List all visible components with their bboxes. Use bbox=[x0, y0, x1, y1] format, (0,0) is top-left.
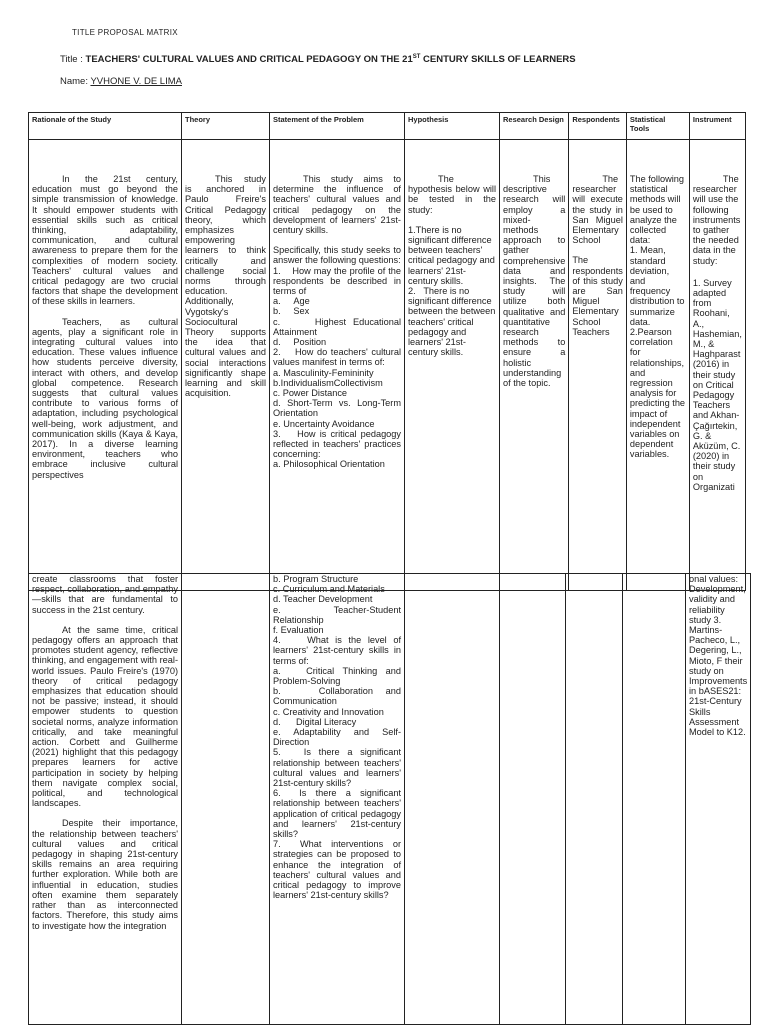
sop-line: 6. Is there a significant relationship between teachers' application of critical pedagogy and learners' 21st-century skills? bbox=[273, 788, 401, 840]
sop-line: d. Teacher Development bbox=[273, 594, 373, 605]
instrument-text: The researcher will use the following instruments to gather the needed data in the study: bbox=[692, 174, 741, 266]
theory-cell bbox=[182, 140, 270, 591]
theory-cell bbox=[182, 574, 270, 1025]
sop-line: Specifically, this study seeks to answer the following questions: bbox=[273, 245, 401, 266]
respondents-cell bbox=[569, 140, 627, 591]
rationale-paragraph: In the 21st century, education must go beyond the simple transmission of knowledge. It should empower students with essential skills such as critical thinking, adaptability, communication, and cultural awareness to prepare them for the complexities of modern society. Teachers' cultural values and critical pedagogy are two crucial factors that shape the development of these skills in learners. bbox=[32, 174, 178, 307]
hypothesis-cell bbox=[405, 140, 500, 591]
statistical-text: 1. Mean, standard deviation, and frequency distribution to summarize data. bbox=[629, 245, 685, 327]
header-hypothesis: Hypothesis bbox=[405, 113, 500, 140]
instrument-text: 1. Survey adapted from Roohani, A., Hashemian, M., & Haghparast (2016) in their study on Critical Pedagogy Teachers and Akhan-Çağırtekin, G. & Aküzüm, C. (2020) in their study on Organizati bbox=[692, 277, 742, 492]
sop-line: e. Teacher-Student Relationship bbox=[273, 604, 401, 625]
sop-intro: This study aims to determine the influence of teachers' cultural values and critical pedagogy on the development of learners' 21st-century skills. bbox=[273, 174, 401, 236]
sop-line: c. Curriculum and Materials bbox=[273, 584, 385, 595]
instrument-cell bbox=[686, 574, 751, 1025]
header-instrument: Instrument bbox=[689, 113, 745, 140]
sop-line: f. Evaluation bbox=[273, 625, 324, 636]
sop-line: a. Critical Thinking and Problem-Solving bbox=[273, 665, 401, 687]
rationale-paragraph: At the same time, critical pedagogy offers an approach that promotes student agency, reflective thinking, and engagement with real-world issues. Paulo Freire's (1970) theory of critical pedagogy emphasizes that education should not be passive; instead, it should empower students to question societal norms, analyze information critically, and take meaningful action. Corbett and Guilherme (2021) highlight that this pedagogy prepares learners for active participation in society by helping them navigate complex social, political, and technological landscapes. bbox=[32, 624, 178, 809]
sop-line: b. Sex bbox=[273, 306, 310, 317]
title-text-part2: CENTURY SKILLS OF LEARNERS bbox=[420, 54, 576, 65]
sop-line: c. Creativity and Innovation bbox=[273, 706, 384, 717]
sop-cell bbox=[270, 140, 405, 591]
respondents-text: The researcher will execute the study in San Miguel Elementary School bbox=[572, 174, 623, 246]
sop-line: b. Collaboration and Communication bbox=[273, 686, 401, 707]
sop-line: d. Position bbox=[273, 337, 327, 348]
proposal-matrix-table-page2 bbox=[28, 573, 751, 1025]
content-row bbox=[29, 574, 751, 1025]
name-value: YVHONE V. DE LIMA bbox=[90, 76, 182, 87]
sop-line: b.IndividualismCollectivism bbox=[273, 377, 383, 388]
header-row bbox=[29, 113, 746, 140]
design-cell bbox=[500, 140, 569, 591]
hypothesis-item: 1.There is no significant difference between teachers' critical pedagogy and learners' 21st-century skills. bbox=[408, 224, 495, 286]
theory-text: This study is anchored in Paulo Freire's Critical Pedagogy theory, which emphasizes empowering learners to think critically and challenge social norms through education. Additionally, Vygotsky's Sociocultural Theory supports the idea that cultural values and social interactions significantly shape learning and skill acquisition. bbox=[185, 174, 266, 399]
sop-cell bbox=[270, 574, 405, 1025]
design-text: This descriptive research will employ a mixed-methods approach to gather comprehensive data and insights. The study will utilize both qualitative and quantitative research methods to ensure a holistic understanding of the topic. bbox=[503, 174, 566, 389]
header-sop: Statement of the Problem bbox=[270, 113, 405, 140]
title-prefix: Title : bbox=[60, 54, 86, 65]
respondents-text: The respondents of this study are San Miguel Elementary School Teachers bbox=[572, 255, 623, 337]
sop-line: e. Uncertainty Avoidance bbox=[273, 418, 375, 429]
matrix-label: TITLE PROPOSAL MATRIX bbox=[72, 28, 178, 37]
rationale-paragraph: Teachers, as cultural agents, play a significant role in integrating cultural values into education. These values influence how students perceive diversity, interact with others, and develop global competence. Research suggests that cultural values contribute to various forms of adaptation, including psychological well-being, work adjustment, and communication skills (Kaya & Kaya, 2017). In a diverse learning environment, teachers who embrace inclusive cultural perspectives bbox=[32, 316, 178, 480]
instrument-text: onal values: Development, validity and reliability study 3. Martins-Pacheco, L., Degering, L., Mioto, F their study on Improvements in bASES21: 21st-Century Skills Assessment Model to K12. bbox=[689, 574, 748, 738]
instrument-cell bbox=[689, 140, 745, 591]
sop-line: c. Power Distance bbox=[273, 388, 348, 399]
sop-line: c. Highest Educational Attainment bbox=[273, 316, 401, 337]
statistical-text: The following statistical methods will be used to analyze the collected data: bbox=[629, 174, 685, 246]
name-line bbox=[60, 76, 182, 87]
hypothesis-intro: The hypothesis below will be tested in the study: bbox=[408, 174, 496, 215]
header-rationale: Rationale of the Study bbox=[29, 113, 182, 140]
statistical-text: 2.Pearson correlation for relationships, and regression analysis for predicting the impact of independent variables on dependent variables. bbox=[629, 327, 686, 460]
statistical-cell bbox=[623, 574, 686, 1025]
sop-line: 3. How is critical pedagogy reflected in teachers' practices concerning: bbox=[273, 428, 401, 460]
proposal-matrix-table-page1 bbox=[28, 112, 746, 591]
name-label: Name: bbox=[60, 76, 91, 87]
sop-line: 5. Is there a significant relationship between teachers' cultural values and learners' 21st-century skills? bbox=[273, 747, 401, 789]
hypothesis-cell bbox=[405, 574, 500, 1025]
header-respondents: Respondents bbox=[569, 113, 627, 140]
title-text-part1: TEACHERS' CULTURAL VALUES AND CRITICAL PEDAGOGY ON THE 21 bbox=[85, 54, 413, 65]
header-design: Research Design bbox=[500, 113, 569, 140]
design-cell bbox=[500, 574, 566, 1025]
rationale-paragraph: create classrooms that foster respect, collaboration, and empathy—skills that are fundamental to success in the 21st century. bbox=[32, 574, 178, 615]
sop-line: d. Digital Literacy bbox=[273, 716, 357, 727]
sop-line: 2. How do teachers' cultural values manifest in terms of: bbox=[273, 347, 401, 368]
header-statistical: Statistical Tools bbox=[626, 113, 689, 140]
sop-line: b. Program Structure bbox=[273, 574, 359, 584]
statistical-cell bbox=[626, 140, 689, 591]
hypothesis-item: 2. There is no significant difference between the between teachers' critical pedagogy and learners' 21st-century skills. bbox=[408, 286, 496, 358]
sop-line: a. Masculinity-Femininity bbox=[273, 367, 374, 378]
rationale-cell bbox=[29, 140, 182, 591]
title-line bbox=[60, 54, 576, 65]
respondents-cell bbox=[566, 574, 623, 1025]
rationale-paragraph: Despite their importance, the relationship between teachers' cultural values and critical pedagogy in shaping 21st-century skills remains an area requiring further exploration. While both are influential in education, studies often examine them separately rather than as interconnected factors. Therefore, this study aims to investigate how the integration bbox=[32, 818, 178, 931]
sop-line: a. Age bbox=[273, 296, 310, 307]
sop-line: 1. How may the profile of the respondents be described in terms of bbox=[273, 265, 401, 297]
sop-line: 7. What interventions or strategies can be proposed to enhance the integration of teachers' cultural values and critical pedagogy to improve learners' 21st-century skills? bbox=[273, 839, 401, 901]
title-superscript: ST bbox=[412, 53, 421, 60]
rationale-cell bbox=[29, 574, 182, 1025]
sop-line: d. Short-Term vs. Long-Term Orientation bbox=[273, 398, 401, 419]
header-theory: Theory bbox=[182, 113, 270, 140]
sop-line: a. Philosophical Orientation bbox=[273, 459, 385, 470]
sop-line: 4. What is the level of learners' 21st-century skills in terms of: bbox=[273, 635, 401, 666]
sop-line: e. Adaptability and Self-Direction bbox=[273, 727, 401, 748]
content-row bbox=[29, 140, 746, 591]
